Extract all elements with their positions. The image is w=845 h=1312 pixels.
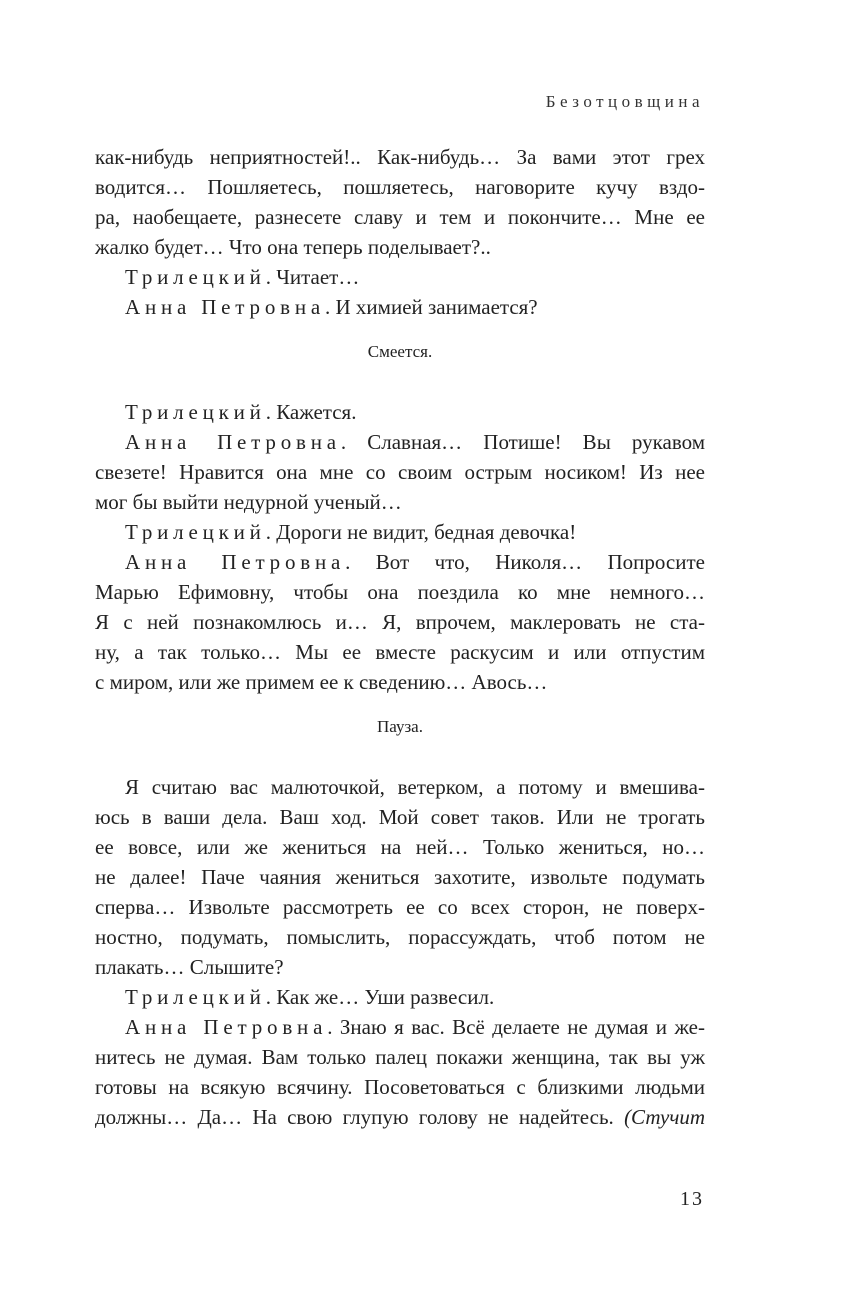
text-line: юсь в ваши дела. Ваш ход. Мой совет таков. Или не трогать	[95, 805, 705, 829]
dialogue-line	[95, 982, 705, 1012]
text-line: Марью Ефимовну, чтобы она поездила ко мне немного…	[95, 580, 705, 604]
speaker-name: Анна Петровна	[125, 550, 346, 574]
dialogue-line	[95, 427, 705, 457]
running-head: Безотцовщина	[545, 92, 704, 111]
speech-text: . И химией занимается?	[325, 295, 538, 319]
speech-text: . Читает…	[265, 265, 360, 289]
dialogue-line	[95, 397, 705, 427]
speaker-name: Анна Петровна	[125, 1015, 328, 1039]
text-line: как-нибудь неприятностей!.. Как-нибудь… За вами этот грех	[95, 145, 705, 169]
text-line: ну, а так только… Мы ее вместе раскусим и или отпустим	[95, 640, 705, 664]
text-line: ра, наобещаете, разнесете славу и тем и покончите… Мне ее	[95, 205, 705, 229]
text-line: Я считаю вас малюточкой, ветерком, а потому и вмешива-	[125, 775, 705, 799]
text-line: Я с ней познакомлюсь и… Я, впрочем, маклеровать не ста-	[95, 610, 705, 634]
speech-text: . Знаю я вас. Всё делаете не думая и же-	[327, 1015, 705, 1039]
speaker-name: Анна Петровна	[125, 295, 326, 319]
speech-text: должны… Да… На свою глупую голову не надейтесь.	[95, 1105, 614, 1129]
text-line: свезете! Нравится она мне со своим острым носиком! Из нее	[95, 460, 705, 484]
dialogue-line	[95, 547, 705, 577]
speech-text: . Как же… Уши развесил.	[265, 985, 495, 1009]
dialogue-line	[95, 1012, 705, 1042]
text-line: жалко будет… Что она теперь поделывает?..	[95, 235, 491, 259]
text-line: водится… Пошляетесь, пошляетесь, наговорите кучу вздо-	[95, 175, 705, 199]
text-line: плакать… Слышите?	[95, 955, 284, 979]
dialogue-line	[95, 517, 705, 547]
play-text	[95, 142, 705, 1132]
text-line: ностно, подумать, помыслить, порассуждать, чтоб потом не	[95, 925, 705, 949]
text-line: не далее! Паче чаяния жениться захотите, извольте подумать	[95, 865, 705, 889]
stage-direction: Пауза.	[377, 717, 423, 736]
speech-text: . Вот что, Николя… Попросите	[345, 550, 705, 574]
text-line: нитесь не думая. Вам только палец покажи женщина, так вы уж	[95, 1045, 705, 1069]
dialogue-line	[95, 262, 705, 292]
text-line	[95, 1102, 705, 1132]
page-number: 13	[680, 1188, 704, 1210]
speaker-name: Анна Петровна	[125, 430, 341, 454]
text-line: мог бы выйти недурной ученый…	[95, 490, 402, 514]
text-line: сперва… Извольте рассмотреть ее со всех сторон, не поверх-	[95, 895, 705, 919]
speaker-name: Трилецкий	[125, 520, 266, 544]
stage-direction-inline: (Стучит	[624, 1105, 706, 1129]
speaker-name: Трилецкий	[125, 400, 266, 424]
speaker-name: Трилецкий	[125, 265, 266, 289]
speech-text: . Славная… Потише! Вы рукавом	[340, 430, 705, 454]
speaker-name: Трилецкий	[125, 985, 266, 1009]
speech-text: . Дороги не видит, бедная девочка!	[265, 520, 577, 544]
text-line: ее вовсе, или же жениться на ней… Только жениться, но…	[95, 835, 705, 859]
stage-direction: Смеется.	[367, 342, 433, 361]
dialogue-line	[95, 292, 705, 322]
text-line: с миром, или же примем ее к сведению… Авось…	[95, 670, 548, 694]
speech-text: . Кажется.	[265, 400, 357, 424]
text-line: готовы на всякую всячину. Посоветоваться с близкими людьми	[95, 1075, 705, 1099]
